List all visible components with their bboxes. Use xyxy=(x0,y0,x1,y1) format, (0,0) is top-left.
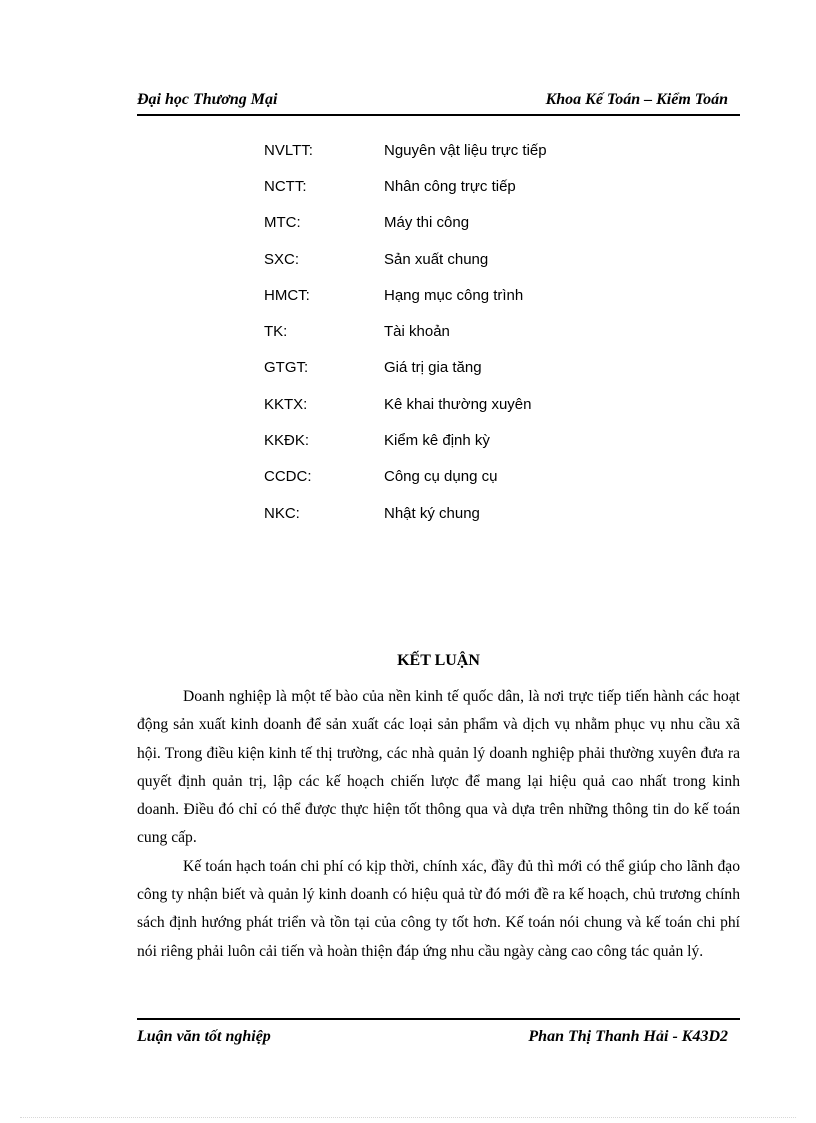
abbreviation-code: TK: xyxy=(264,323,288,341)
abbreviation-code: HMCT: xyxy=(264,286,310,304)
conclusion-body xyxy=(137,683,740,966)
page-header xyxy=(137,88,740,116)
abbreviation-description: Hạng mục công trình xyxy=(384,286,524,304)
footer-author: Phan Thị Thanh Hải - K43D2 xyxy=(528,1028,728,1045)
abbreviation-description: Nhân công trực tiếp xyxy=(384,177,516,195)
abbreviation-description: Kiểm kê định kỳ xyxy=(384,432,490,450)
abbreviation-description: Giá trị gia tăng xyxy=(384,359,482,377)
abbreviation-code: KKĐK: xyxy=(264,432,310,450)
paragraph: Kế toán hạch toán chi phí có kịp thời, chính xác, đầy đủ thì mới có thể giúp cho lãnh đạo công ty nhận biết và quản lý kinh doanh có hiệu quả từ đó mới đề ra kế hoạch, chủ trương chính sách định hướng phát triển và tồn tại của công ty tốt hơn. Kế toán nói chung và kế toán chi phí nói riêng phải luôn cải tiến và hoàn thiện đáp ứng nhu cầu ngày càng cao công tác quản lý. xyxy=(137,857,740,960)
header-faculty: Khoa Kế Toán – Kiểm Toán xyxy=(545,91,728,108)
abbreviation-description: Công cụ dụng cụ xyxy=(384,468,498,486)
abbreviation-code: MTC: xyxy=(264,214,301,232)
abbreviation-row xyxy=(264,386,664,422)
abbreviation-code: NCTT: xyxy=(264,177,307,195)
abbreviation-row xyxy=(264,241,664,277)
abbreviation-code: SXC: xyxy=(264,250,300,268)
footer-thesis-label: Luận văn tốt nghiệp xyxy=(137,1028,271,1045)
abbreviation-description: Nguyên vật liệu trực tiếp xyxy=(384,141,547,159)
abbreviation-code: NVLTT: xyxy=(264,141,313,159)
abbreviation-description: Máy thi công xyxy=(384,214,470,232)
abbreviation-code: KKTX: xyxy=(264,395,308,413)
abbreviation-list xyxy=(264,132,664,531)
page-bottom-divider xyxy=(20,1117,796,1118)
abbreviation-row xyxy=(264,205,664,241)
header-university: Đại học Thương Mại xyxy=(137,91,278,108)
abbreviation-row xyxy=(264,277,664,313)
abbreviation-description: Tài khoản xyxy=(384,323,450,341)
abbreviation-row xyxy=(264,132,664,168)
abbreviation-description: Nhật ký chung xyxy=(384,504,480,522)
abbreviation-code: CCDC: xyxy=(264,468,312,486)
section-title: KẾT LUẬN xyxy=(397,652,480,669)
abbreviation-row xyxy=(264,459,664,495)
abbreviation-row xyxy=(264,495,664,531)
abbreviation-row xyxy=(264,313,664,349)
abbreviation-row xyxy=(264,168,664,204)
abbreviation-description: Sản xuất chung xyxy=(384,250,489,268)
abbreviation-description: Kê khai thường xuyên xyxy=(384,395,532,413)
abbreviation-row xyxy=(264,350,664,386)
page-footer xyxy=(137,1018,740,1046)
abbreviation-code: NKC: xyxy=(264,504,300,522)
paragraph: Doanh nghiệp là một tế bào của nền kinh tế quốc dân, là nơi trực tiếp tiến hành các hoạt động sản xuất kinh doanh để sản xuất các loại sản phẩm và dịch vụ nhằm phục vụ nhu cầu xã hội. Trong điều kiện kinh tế thị trường, các nhà quản lý doanh nghiệp phải thường xuyên đưa ra quyết định quản trị, lập các kế hoạch chiến lược để mang lại hiệu quả cao nhất trong kinh doanh. Điều đó chỉ có thể được thực hiện tốt thông qua và dựa trên những thông tin do kế toán cung cấp. xyxy=(137,688,740,847)
abbreviation-code: GTGT: xyxy=(264,359,309,377)
abbreviation-row xyxy=(264,422,664,458)
